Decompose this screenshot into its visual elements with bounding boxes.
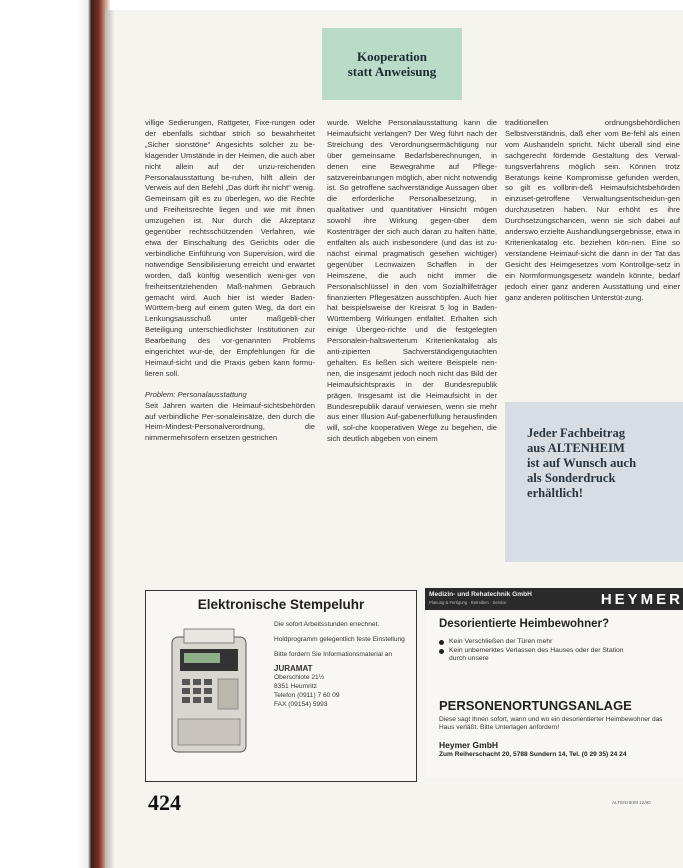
ad-line: Bitte fordern Sie Informationsmaterial an (274, 650, 393, 658)
headline-line2: statt Anweisung (347, 64, 437, 79)
ad-header-bar (425, 588, 683, 610)
ad-product: PERSONENORTUNGSANLAGE (439, 698, 632, 713)
reprint-line: aus ALTENHEIM (527, 441, 625, 455)
ad-line: Die sofort Arbeitsstunden errechnet. (274, 621, 380, 628)
bullet-icon (439, 640, 444, 645)
ad-line: 8351 Heumritz (274, 682, 317, 690)
ad-desc: Diese sagt Ihnen sofort, wann und wo ein desorientierter Heimbewohner das Haus verläßt. Bitte Unterlagen anfordern! (439, 716, 663, 732)
footer: ALTENHEIM 12/90 (612, 800, 651, 805)
reprint-line: als Sonderdruck (527, 471, 616, 485)
page-number: 424 (148, 790, 181, 815)
paragraph: Seit Jahren warten die Heimauf-sichtsbehörden auf verbindliche Per-sonaleinsätze, den durch die Heim-Mindest-Personalverordnung, die nimmermehrsofern ersetzen gestrichen (145, 400, 315, 443)
ad-brand: JURAMAT (274, 664, 313, 674)
reprint-line: erhältlich! (527, 486, 583, 500)
ad-line: FAX (09154) 5993 (274, 700, 328, 708)
bullet-icon (439, 649, 444, 654)
reprint-line: ist auf Wunsch auch (527, 456, 637, 470)
ad-title: Elektronische Stempeluhr (197, 597, 365, 612)
ad-company-sub: Planung & Fertigung · Betreiben · Service (429, 600, 507, 605)
list-item: Kein Verschließen der Türen mehr (439, 638, 679, 647)
paragraph: villige Sedierungen, Rattgeter, Fixe-rungen oder der ebenfalls sichtbar strich so bewahrheitet „Sicher sionstöne“ Angesichts solcher zu be-klagender Umstände in der Heimen, die auch aber nicht allein auf der unzu-reichenden Personalausstattung be-ruhen, hilft allein der Verweis auf den Befehl „Das dürft ihr nicht“ wenig. Gemeinsam gilt es zu überlegen, wo die Rechte und Freiheitsrechte liegen und wie mit ihnen umzugehen ist. Nur durch die Akzeptanz gegenüber rechtsschützenden Verfahren, wie etwa der Einschaltung des Gerichts oder die verbindliche Einführung von Supervision, wird die notwendige Sensibilisierung erreicht und erwartet worden, daß künftig wesentlich weni-ger von freiheitsentziehenden Maß-nahmen Gebrauch gemacht wird. Auch hier ist wieder Baden-Württem-berg auf einem guten Weg, da dort ein Lenkungsausschuß unter maßgebli-cher Beteiligung unterschiedlichster Institutionen zur Bearbeitung des vor-genannten Problems eingerichtet wur-de, der Empfehlungen für die Heimauf-sicht und die Praxis geben kann formu-lieren soll. (145, 118, 315, 378)
reprint-notice (505, 402, 683, 562)
ad-heymer (425, 588, 683, 778)
time-clock-image (164, 627, 254, 757)
book-spine (0, 0, 110, 868)
text-column-3 (505, 118, 680, 378)
ad-firm: Heymer GmbH (439, 740, 499, 750)
paragraph: wurde. Welche Personalausstattung kann die Heimaufsicht verlangen? Der Weg führt nach der Streichung des Verordnungsermächtigung nur über gemeinsame Bedarfsberechnungen, in denen eine Bewegrahme auf Pflege-satzvereinbarungen möglich, aber nicht notwendig ist. So getroffene sachverständige Aussagen über die erforderliche Personalbesetzung, in qualitativer und quantitativer Hinsicht mögen sowohl ihre Wirkung gegen-über dem Kostenträger der sich auch daran zu halten hätte, entfalten als auch insbesondere (und das ist zu-nächst einmal pragmatisch gesehen wichtiger) gegenüber Lecnwaizen Schaffen in der Heimszene, die auch nicht immer die Personalschlüssel in den vom Sozialhilfeträger finanzierten Pflegesätzen ausschöpfen. Auch hier hat beispielsweise der Kreisrat 5 log in Baden-Württemberg Wirkungen entfaltet. Erhalten sich einige Übergeo-richte und die festgelegten Personalein-haltswerterum Kriterienkatalog als anti-zipierten Sachverständigengutachten gehalten. Es ließen sich weitere Beispiele nen-nen, die insgesamt jedoch noch nicht das Bild der Heimaufsichtspraxis in der Bundesrepublik prägen. Insgesamt ist die Heimaufsicht in der Bundesrepublik darauf verwiesen, wenn sie mehr aus einer Illusion Auf-gabenerfüllung herausfinden will, sol-che kooperativen Wege zu begehen, die sich deutlich abgeben von einem (327, 118, 497, 444)
page-shadow (105, 10, 115, 868)
ad-line: Oberschlote 21½ (274, 674, 325, 682)
list-item: Kein unbemerktes Verlassen des Hauses oder der Station (439, 647, 679, 656)
headline-box (322, 28, 462, 100)
ad-text (274, 621, 409, 709)
ad-address: Zum Reiherschacht 20, 5788 Sundern 14, Tel. (0 29 35) 24 24 (439, 751, 627, 758)
ad-brand: HEYMER (600, 591, 683, 608)
text-column-2 (327, 118, 497, 520)
ad-line: Holdprogramm gelegentlich feste Einstellung (274, 635, 405, 643)
text-column-1 (145, 118, 315, 520)
ad-question: Desorientierte Heimbewohner? (439, 618, 609, 630)
headline-line1: Kooperation (356, 49, 428, 64)
ad-company: Medizin- und Rehatechnik GmbH (429, 591, 532, 598)
reprint-line: Jeder Fachbeitrag (527, 426, 626, 440)
ad-line: Telefon (0911) 7 60 09 (274, 691, 340, 699)
list-extra: durch unsere (449, 655, 489, 662)
ad-list (439, 638, 679, 664)
paragraph: traditionellen ordnungsbehördlichen Selbstverständnis, daß eher vom Be-fehl als einen vom Aushandeln spricht. Nicht überall sind eine sachgerecht fördernde Gestaltung des Verwal-tungsverfahrens möglich sein. Können trotz Beratungs keine Kompromisse gefunden werden, so gilt es vollbrin-deß Heimaufsichtsbehörden einzuset-getroffene Verwaltungsentscheidun-gen durchzusetzen haben. Nur erhöht es ihre Durchsetzungschancen, wenn sie sich dabei auf anderswo erzielte Aushandlungsergebnisse, etwa in Kriterienkatalog etc. beziehen kön-nen. Eine so verstandene Heimauf-sicht die dann in der Tat das Gesicht des Heimgesetzes vom Kontrollge-setz in ein Normformungsgesetz wandeln könnte, bedarf jedoch einer ganz anderen Ausstattung und einer ganz anderen politischen Unterstüt-zung. (505, 118, 680, 302)
subheading: Problem: Personalausstattung (145, 389, 247, 399)
ad-stempeluhr (145, 590, 417, 782)
